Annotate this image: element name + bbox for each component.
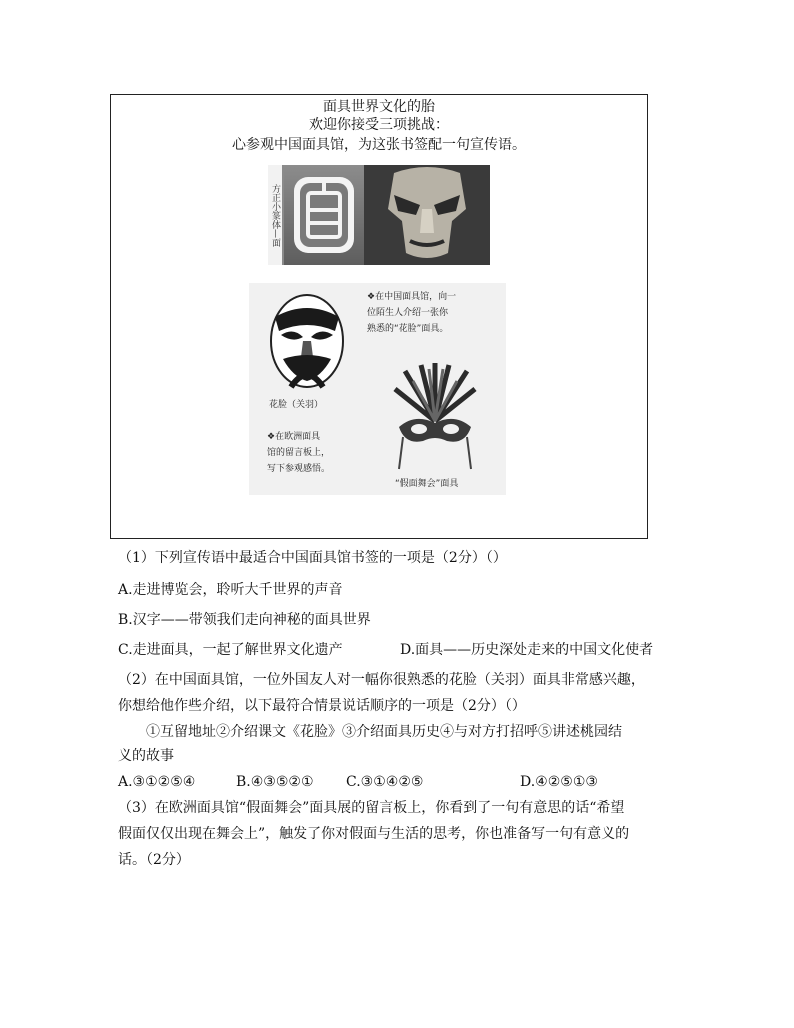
tip-china-museum: ❖在中国面具馆，向一 位陌生人介绍一张你 熟悉的“花脸”面具。 [367,292,457,334]
question-2-items-line1: ①互留地址②介绍课文《花脸》③介绍面具历史④与对方打招呼⑤讲述桃园结 [146,724,622,740]
q2-option-a[interactable]: A.③①②⑤④ [118,774,196,790]
caption-huolian: 花脸（关羽） [269,400,324,410]
question-2-items-line2: 义的故事 [118,748,174,764]
q2-option-c[interactable]: C.③①④②⑤ [346,774,424,790]
q1-option-c[interactable]: C.走进面具，一起了解世界文化遗产 [118,642,343,658]
box-heading-2: 欢迎你接受三项挑战： [309,117,449,133]
box-heading-3: 心参观中国面具馆，为这张书签配一句宣传语。 [232,137,526,153]
question-3-line2: 假面仅仅出现在舞会上”，触发了你对假面与生活的思考，你也准备写一句有意义的 [118,826,630,842]
question-1-stem: （1）下列宣传语中最适合中国面具馆书签的一项是（2分）（） [118,550,507,566]
q2-option-d[interactable]: D.④②⑤①③ [520,774,598,790]
bronze-mask-image [364,165,490,265]
question-3-line3: 话。（2分） [118,852,190,868]
box-heading-1: 面具世界文化的胎 [323,99,435,115]
huolian-mask-image [261,291,353,393]
q1-option-d[interactable]: D.面具——历史深处走来的中国文化使者 [400,642,654,658]
question-2-stem-line1: （2）在中国面具馆，一位外国友人对一幅你很熟悉的花脸（关羽）面具非常感兴趣， [118,672,645,688]
seal-font-label: 方正小篆体—面 [268,165,284,265]
question-3-line1: （3）在欧洲面具馆“假面舞会”面具展的留言板上，你看到了一句有意思的话“希望 [118,800,625,816]
challenge-box [110,94,648,539]
q1-option-a[interactable]: A.走进博览会，聆听大千世界的声音 [118,582,343,598]
seal-character-image [284,165,364,265]
tip-europe-museum: ❖在欧洲面具 馆的留言板上， 写下参观感悟。 [267,432,331,474]
bookmark-image-strip [268,165,490,265]
q2-option-b[interactable]: B.④③⑤②① [236,774,314,790]
caption-masquerade: “假面舞会”面具 [395,479,459,489]
masquerade-mask-image [385,361,485,473]
question-2-stem-line2: 你想给他作些介绍，以下最符合情景说话顺序的一项是（2分）（） [118,698,526,714]
mask-panel [249,283,506,495]
q1-option-b[interactable]: B.汉字——带领我们走向神秘的面具世界 [118,612,371,628]
